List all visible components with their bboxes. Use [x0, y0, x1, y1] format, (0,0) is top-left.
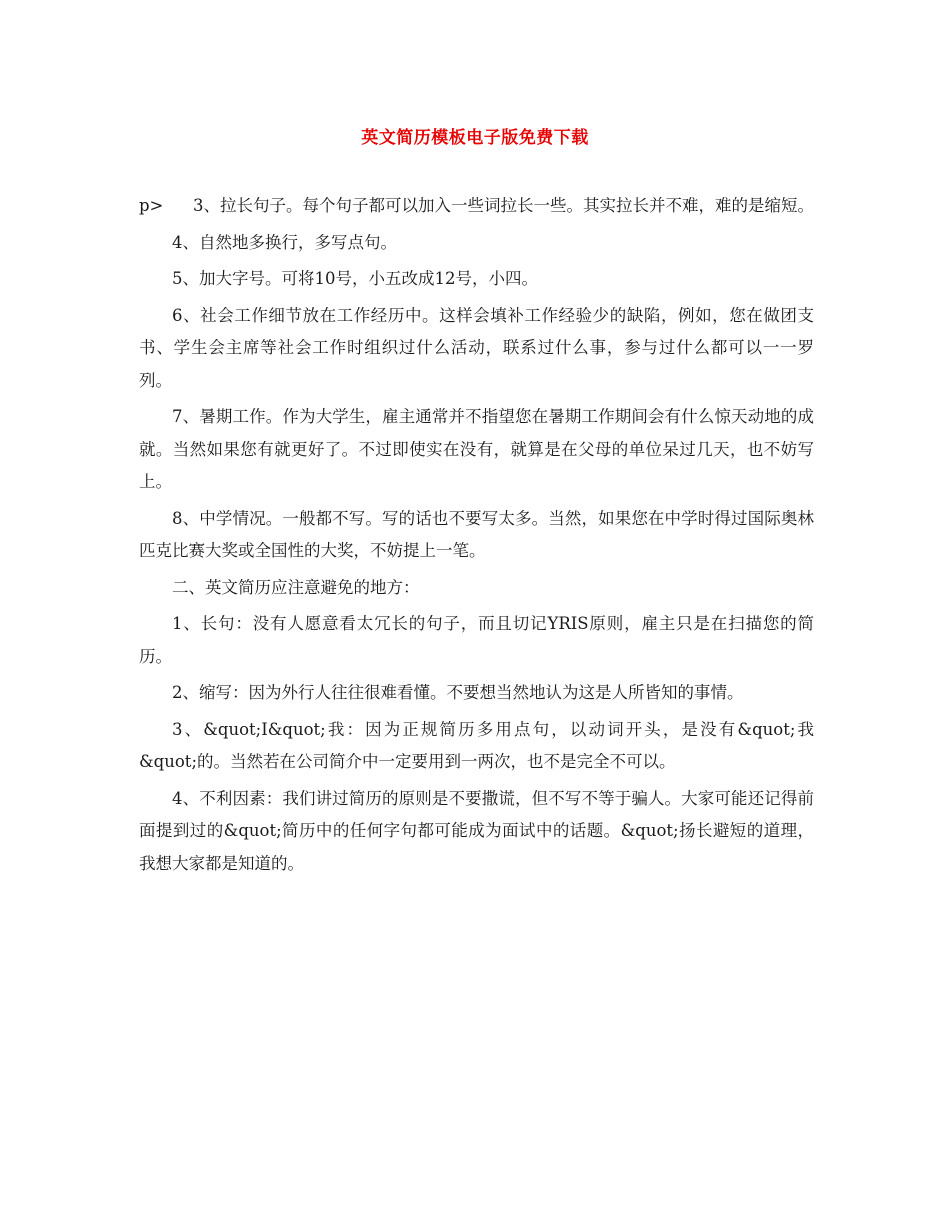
- paragraph-item: 7、暑期工作。作为大学生，雇主通常并不指望您在暑期工作期间会有什么惊天动地的成就。当然如果您有就更好了。不过即使实在没有，就算是在父母的单位呆过几天，也不妨写上。: [139, 407, 814, 491]
- document-body: [139, 190, 814, 884]
- paragraph-item: 4、不利因素：我们讲过简历的原则是不要撒谎，但不写不等于骗人。大家可能还记得前面提到过的&quot;简历中的任何字句都可能成为面试中的话题。&quot;扬长避短的道理，我想大家都是知道的。: [139, 788, 814, 873]
- paragraph-item: [139, 190, 814, 223]
- paragraph-item: 1、长句：没有人愿意看太冗长的句子，而且切记YRIS原则，雇主只是在扫描您的简历。: [139, 614, 814, 666]
- paragraph-item: 5、加大字号。可将10号，小五改成12号，小四。: [172, 269, 538, 288]
- document-title: 英文简历模板电子版免费下载: [361, 128, 589, 148]
- paragraph-lead: p>: [139, 196, 164, 215]
- paragraph-item: 4、自然地多换行，多写点句。: [172, 232, 397, 252]
- paragraph-item: 2、缩写：因为外行人往往很难看懂。不要想当然地认为这是人所皆知的事情。: [172, 683, 744, 702]
- paragraph-item: 6、社会工作细节放在工作经历中。这样会填补工作经验少的缺陷，例如，您在做团支书、学生会主席等社会工作时组织过什么活动，联系过什么事，参与过什么都可以一一罗列。: [139, 305, 814, 390]
- section-heading: 二、英文简历应注意避免的地方：: [172, 577, 420, 597]
- paragraph-item: 8、中学情况。一般都不写。写的话也不要写太多。当然，如果您在中学时得过国际奥林匹克比赛大奖或全国性的大奖，不妨提上一笔。: [139, 508, 814, 560]
- paragraph-item: 3、&quot;I&quot;我：因为正规简历多用点句，以动词开头，是没有&quot;我&quot;的。当然若在公司简介中一定要用到一两次，也不是完全不可以。: [139, 719, 814, 771]
- paragraph-text: 3、拉长句子。每个句子都可以加入一些词拉长一些。其实拉长并不难，难的是缩短。: [193, 196, 814, 215]
